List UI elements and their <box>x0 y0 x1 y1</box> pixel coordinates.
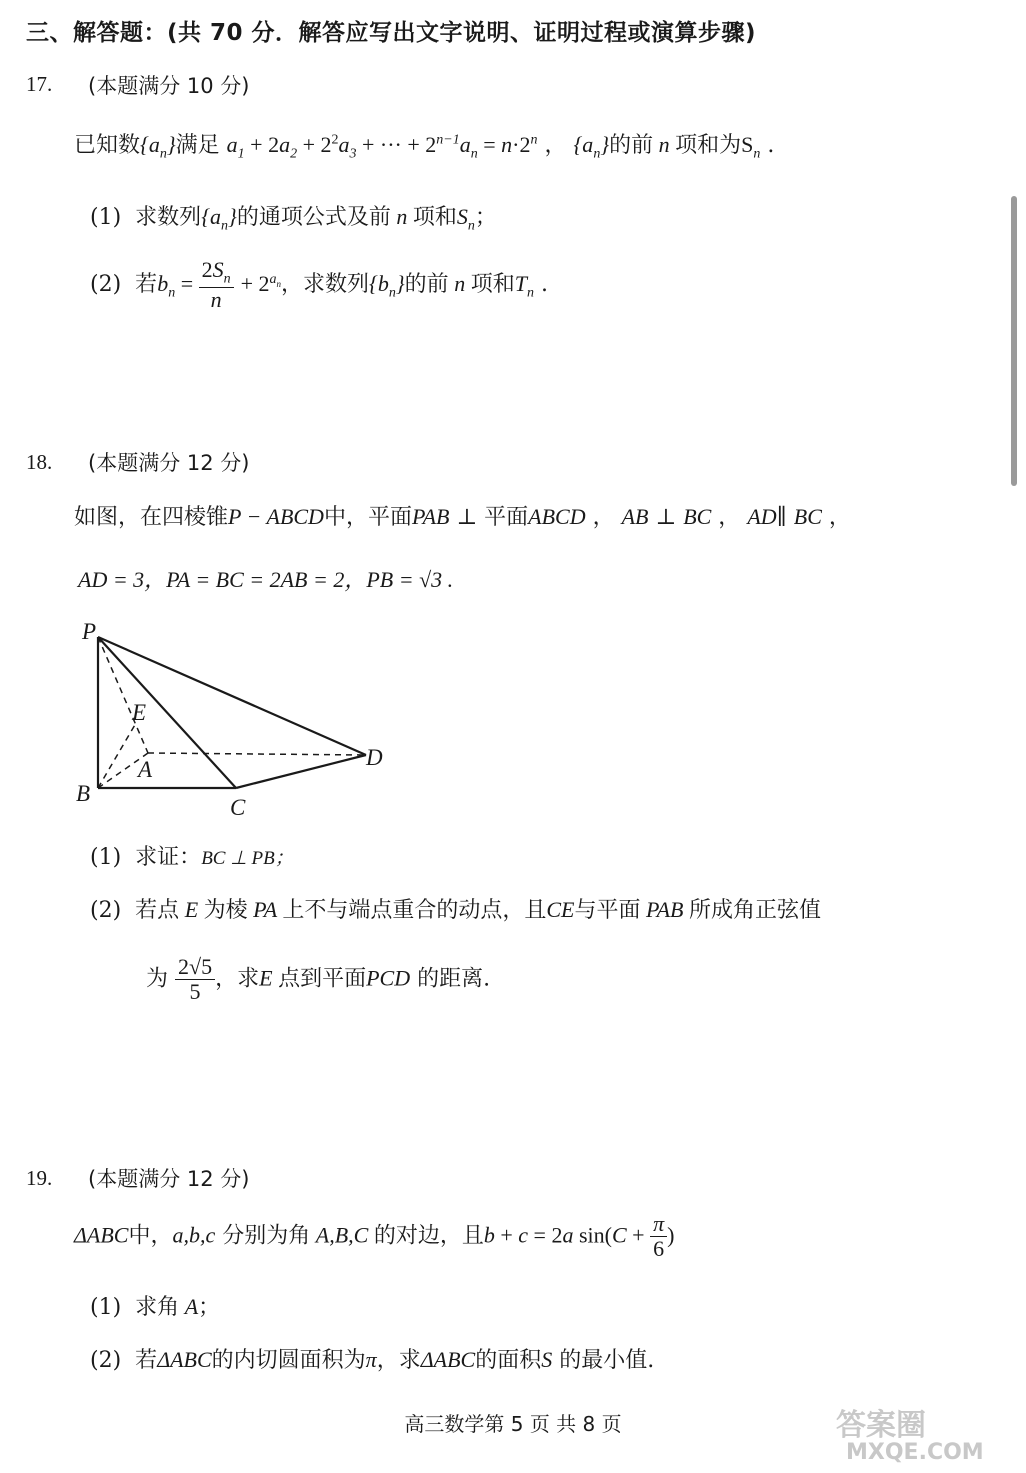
label-A: A <box>138 757 153 782</box>
label-E: E <box>132 700 147 725</box>
q19-points: (本题满分 12 分) <box>88 1167 250 1191</box>
q17-points: (本题满分 10 分) <box>88 74 250 98</box>
q18-part2-line1: (2) 若点 E 为棱 PA 上不与端点重合的动点，且CE与平面 PAB 所成角正弦值 <box>90 897 821 923</box>
label-D: D <box>366 745 383 770</box>
section-header: 三、解答题：(共 70 分．解答应写出文字说明、证明过程或演算步骤) <box>26 20 757 46</box>
q18-stem-line1: 如图，在四棱锥P − ABCD中，平面PAB ⊥ 平面ABCD ， AB ⊥ BC ， AD∥ BC ， <box>74 504 851 530</box>
q18-number: 18. <box>26 450 53 474</box>
q19-number: 19. <box>26 1166 53 1190</box>
q19-part1: (1) 求角 A； <box>90 1294 221 1320</box>
watermark-logo: 答案圈 <box>836 1408 926 1443</box>
pyramid-figure <box>70 615 430 825</box>
label-B: B <box>76 781 91 806</box>
q17-part1: (1) 求数列$\{a_n\}$的通项公式及前 n 项和$S_n$； <box>90 204 497 234</box>
q18-part1: (1) 求证：BC ⊥ PB； <box>90 845 294 870</box>
q19-part2: (2) 若ΔABC的内切圆面积为π，求ΔABC的面积S 的最小值. <box>90 1347 655 1373</box>
q17-part2: (2) 若$b_n$ = $\frac{2S_n}{n}$ + $2^{a_n}$，求数列$\{b_n\}$的前 n 项和$T_n$ . <box>90 257 548 312</box>
q18-part2-line2: 为 $\frac{2√5}{5}$ ，求E 点到平面PCD 的距离. <box>146 954 491 1005</box>
label-P: P <box>82 619 97 644</box>
q18-points: (本题满分 12 分) <box>88 451 250 475</box>
scrollbar-thumb[interactable] <box>1011 196 1017 486</box>
q19-stem: ΔABC中，a,b,c 分别为角 A,B,C 的对边，且b + c = 2a sin(C + $\frac{\pi}{6}$ ) <box>74 1211 675 1262</box>
q17-number: 17. <box>26 72 53 96</box>
watermark-url: MXQE.COM <box>846 1440 984 1465</box>
q18-stem-line2: AD = 3，PA = BC = 2AB = 2，PB = √3 . <box>78 567 454 592</box>
label-C: C <box>230 795 246 820</box>
page-footer: 高三数学第 5 页 共 8 页 <box>404 1412 622 1436</box>
q17-stem: 已知数$\{a_n\}$满足 $a_1 + 2a_2 + 2^2a_3$ + ··· + $2^{n-1}a_n = n\cdot 2^n$ ， $\{a_n\}$的前 n 项和为$S_n$ . <box>74 132 775 162</box>
